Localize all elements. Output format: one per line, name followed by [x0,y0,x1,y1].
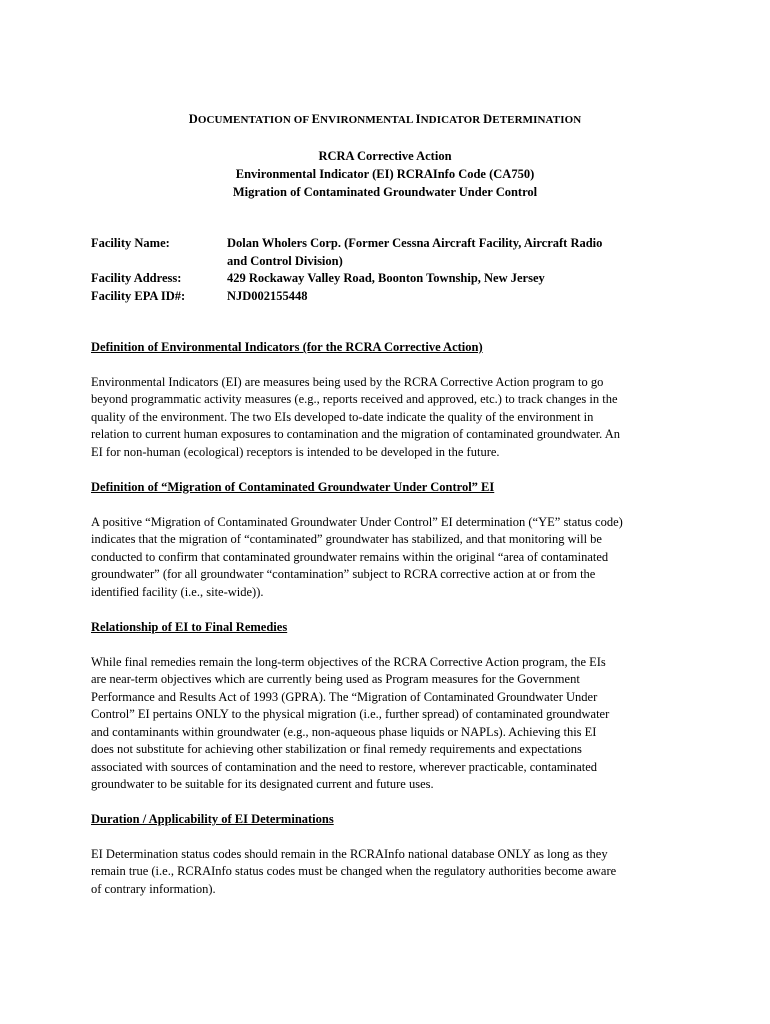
document-title [0,112,770,127]
section-heading: Definition of Environmental Indicators (for the RCRA Corrective Action) [91,340,483,354]
section-heading: Definition of “Migration of Contaminated Groundwater Under Control” EI [91,480,495,494]
body-line: quality of the environment. The two EIs developed to-date indicate the quality of the environment in [91,409,594,424]
body-line: and contaminants within groundwater (e.g., non-aqueous phase liquids or NAPLs). Achieving this EI [91,724,597,739]
body-line: does not substitute for achieving other stabilization or final remedy requirements and expectations [91,742,582,756]
body-line: identified facility (i.e., site-wide)). [91,584,264,599]
title-initial: I [415,112,421,126]
facility-name-line: and Control Division) [227,253,343,268]
title-initial: D [188,112,198,126]
facility-epa-value: NJD002155448 [227,288,308,303]
facility-address-value: 429 Rockaway Valley Road, Boonton Township, New Jersey [227,271,545,285]
body-line: EI for non-human (ecological) receptors is intended to be developed in the future. [91,444,500,459]
subtitle-line: RCRA Corrective Action [318,149,452,163]
body-line: A positive “Migration of Contaminated Groundwater Under Control” EI determination (“YE” status code) [91,514,623,529]
facility-name-row [91,235,691,270]
section-body [91,374,671,462]
body-line: Control” EI pertains ONLY to the physical migration (i.e., further spread) of contaminated groundwater [91,707,610,721]
body-line: beyond programmatic activity measures (e.g., reports received and approved, etc.) to track changes in the [91,392,618,406]
body-line: While final remedies remain the long-term objectives of the RCRA Corrective Action program, the EIs [91,654,606,669]
body-line: groundwater to be suitable for its designated current and future uses. [91,777,434,791]
facility-name-line: Dolan Wholers Corp. (Former Cessna Aircraft Facility, Aircraft Radio [227,236,603,250]
section-body [91,514,671,602]
title-initial: E [311,112,321,126]
facility-epa-row [91,288,691,306]
title-part: NVIRONMENTAL [320,114,416,126]
section-duration [91,811,671,898]
facility-info [91,235,691,305]
body-line: EI Determination status codes should remain in the RCRAInfo national database ONLY as long as they [91,846,608,861]
body-line: conducted to confirm that contaminated groundwater remains within the original “area of contaminated [91,549,609,564]
body-line: associated with sources of contamination and the need to restore, wherever practicable, contaminated [91,759,598,774]
section-heading: Duration / Applicability of EI Determinations [91,812,334,826]
body-line: groundwater” (for all groundwater “contamination” subject to RCRA corrective action at or from the [91,567,596,581]
facility-epa-label: Facility EPA ID#: [91,288,186,303]
subtitle-line: Environmental Indicator (EI) RCRAInfo Code (CA750) [235,167,535,181]
body-line: relation to current human exposures to contamination and the migration of contaminated groundwater. An [91,427,621,441]
facility-address-label: Facility Address: [91,271,182,285]
section-ei-definition [91,339,671,461]
section-migration-definition [91,479,671,601]
section-heading: Relationship of EI to Final Remedies [91,620,288,634]
body-line: Performance and Results Act of 1993 (GPRA). The “Migration of Contaminated Groundwater Under [91,689,598,704]
body-line: indicates that the migration of “contaminated” groundwater has stabilized, and that monitoring will be [91,532,602,546]
title-part: OCUMENTATION OF [197,114,312,126]
body-line: of contrary information). [91,881,216,896]
title-part: ETERMINATION [492,114,582,126]
body-line: are near-term objectives which are currently being used as Program measures for the Government [91,672,580,686]
body-line: remain true (i.e., RCRAInfo status codes must be changed when the regulatory authorities become aware [91,864,617,878]
body-line: Environmental Indicators (EI) are measures being used by the RCRA Corrective Action program to go [91,374,604,389]
facility-name-label: Facility Name: [91,236,170,250]
title-initial: D [483,112,493,126]
document-subtitle-block [0,147,770,201]
facility-address-row [91,270,691,288]
section-final-remedies [91,619,671,794]
title-part: NDICATOR [420,114,484,126]
subtitle-line: Migration of Contaminated Groundwater Under Control [232,185,538,199]
section-body [91,846,671,899]
facility-name-value [227,235,691,270]
section-body [91,654,671,794]
